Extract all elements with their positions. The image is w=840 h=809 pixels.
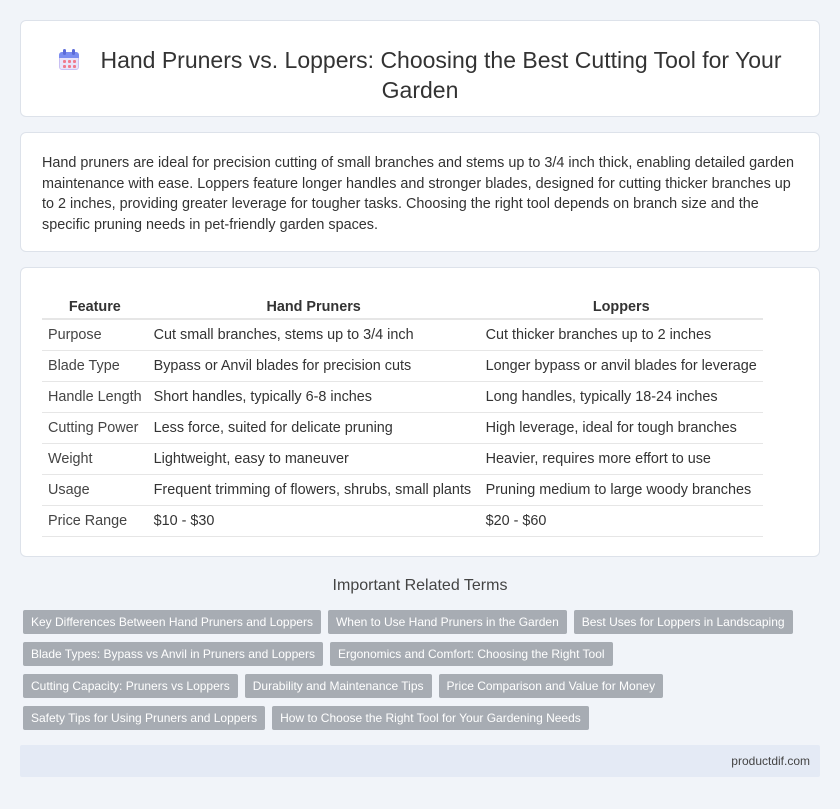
related-terms-heading: Important Related Terms [332, 577, 508, 594]
footer-site-link[interactable]: productdif.com [731, 754, 810, 768]
related-tag-link[interactable]: When to Use Hand Pruners in the Garden [328, 610, 567, 634]
header-loppers: Loppers [480, 295, 763, 319]
hand-pruners-cell: Lightweight, easy to maneuver [148, 443, 480, 474]
related-tag-link[interactable]: Ergonomics and Comfort: Choosing the Right Tool [330, 642, 613, 666]
tag-row [23, 706, 823, 730]
feature-cell: Price Range [42, 505, 148, 536]
loppers-cell: Long handles, typically 18-24 inches [480, 381, 763, 412]
feature-cell: Purpose [42, 319, 148, 350]
header-hand-pruners: Hand Pruners [148, 295, 480, 319]
feature-cell: Cutting Power [42, 412, 148, 443]
footer-bar [20, 745, 820, 777]
hand-pruners-cell: Short handles, typically 6-8 inches [148, 381, 480, 412]
loppers-cell: Cut thicker branches up to 2 inches [480, 319, 763, 350]
hand-pruners-cell: Cut small branches, stems up to 3/4 inch [148, 319, 480, 350]
hand-pruners-cell: Frequent trimming of flowers, shrubs, small plants [148, 474, 480, 505]
comparison-table [42, 295, 763, 537]
loppers-cell: Longer bypass or anvil blades for leverage [480, 350, 763, 381]
feature-cell: Usage [42, 474, 148, 505]
table-header-row [42, 295, 763, 319]
comparison-card [20, 267, 820, 557]
table-row [42, 474, 763, 505]
tag-row [23, 642, 823, 666]
related-tag-link[interactable]: Key Differences Between Hand Pruners and Loppers [23, 610, 321, 634]
page-title: Hand Pruners vs. Loppers: Choosing the Best Cutting Tool for Your Garden [100, 47, 782, 103]
calendar-icon [58, 49, 80, 71]
intro-text: Hand pruners are ideal for precision cutting of small branches and stems up to 3/4 inch thick, enabling detailed garden maintenance with ease. Loppers feature longer handles and stronger blades, designed for cutting thicker branches up to 2 inches, providing greater leverage for tougher tasks. Choosing the right tool depends on branch size and the specific pruning needs in pet-friendly garden spaces. [42, 155, 794, 233]
feature-cell: Weight [42, 443, 148, 474]
related-tag-link[interactable]: Durability and Maintenance Tips [245, 674, 432, 698]
page-title-wrap [41, 45, 799, 105]
loppers-cell: Heavier, requires more effort to use [480, 443, 763, 474]
related-tag-link[interactable]: Best Uses for Loppers in Landscaping [574, 610, 793, 634]
table-row [42, 505, 763, 536]
intro-card [20, 132, 820, 252]
related-tag-link[interactable]: Price Comparison and Value for Money [439, 674, 664, 698]
tag-row [23, 610, 823, 634]
related-tag-link[interactable]: How to Choose the Right Tool for Your Gardening Needs [272, 706, 589, 730]
related-tag-link[interactable]: Safety Tips for Using Pruners and Loppers [23, 706, 265, 730]
related-tags [23, 610, 823, 738]
feature-cell: Blade Type [42, 350, 148, 381]
related-tag-link[interactable]: Blade Types: Bypass vs Anvil in Pruners and Loppers [23, 642, 323, 666]
related-tag-link[interactable]: Cutting Capacity: Pruners vs Loppers [23, 674, 238, 698]
loppers-cell: $20 - $60 [480, 505, 763, 536]
hand-pruners-cell: Less force, suited for delicate pruning [148, 412, 480, 443]
table-row [42, 443, 763, 474]
header-feature: Feature [42, 295, 148, 319]
table-row [42, 350, 763, 381]
tag-row [23, 674, 823, 698]
table-row [42, 319, 763, 350]
table-row [42, 412, 763, 443]
table-row [42, 381, 763, 412]
title-card [20, 20, 820, 117]
loppers-cell: High leverage, ideal for tough branches [480, 412, 763, 443]
feature-cell: Handle Length [42, 381, 148, 412]
hand-pruners-cell: Bypass or Anvil blades for precision cuts [148, 350, 480, 381]
loppers-cell: Pruning medium to large woody branches [480, 474, 763, 505]
hand-pruners-cell: $10 - $30 [148, 505, 480, 536]
